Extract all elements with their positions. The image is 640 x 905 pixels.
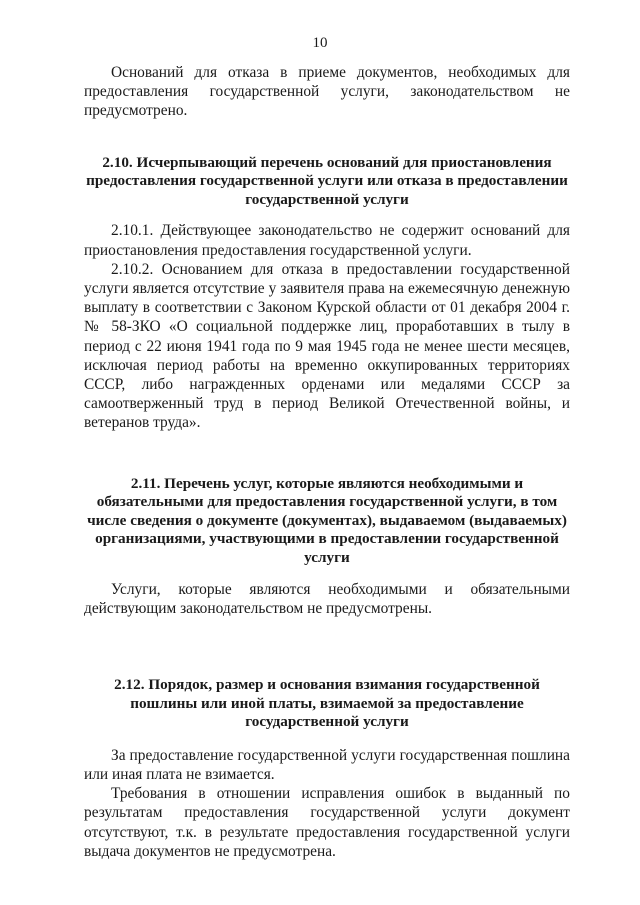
section-2-12-paragraph-2: Требования в отношении исправления ошибок в выданный по результатам предоставления государственной услуги документ отсутствуют, т.к. в результате предоставления государственной услуги выдача документов не предусмотрена.	[84, 785, 570, 860]
heading-line: организациями, участвующими в предоставлении государственной	[95, 530, 559, 548]
heading-line: пошлины или иной платы, взимаемой за предоставление	[130, 694, 524, 712]
section-2-11-heading	[84, 475, 570, 568]
section-2-10-2-paragraph: 2.10.2. Основанием для отказа в предоставлении государственной услуги является отсутствие у заявителя права на ежемесячную денежную выплату в соответствии с Законом Курской области от 01 декабря 2004 г. № 58-ЗКО «О социальной поддержке лиц, проработавших в тылу в период с 22 июня 1941 года по 9 мая 1945 года не менее шести месяцев, исключая период работы на временно оккупированных территориях СССР, либо награжденных орденами или медалями СССР за самоотверженный труд в период Великой Отечественной войны, и ветеранов труда».	[84, 260, 570, 432]
section-2-12-paragraph-1: За предоставление государственной услуги государственная пошлина или иная плата не взимается.	[84, 746, 570, 783]
heading-line: услуги	[304, 549, 350, 566]
heading-line: 2.11. Перечень услуг, которые являются необходимыми и	[130, 474, 524, 492]
heading-line: государственной услуги	[245, 713, 409, 731]
heading-line: обязательными для предоставления государственной услуги, в том	[96, 493, 558, 511]
heading-line: государственной услуги	[245, 190, 409, 208]
section-2-10-heading	[84, 154, 570, 210]
page-number: 10	[312, 35, 328, 51]
section-2-10-1-paragraph: 2.10.1. Действующее законодательство не содержит оснований для приостановления предоставления государственной услуги.	[84, 222, 570, 259]
heading-line: предоставления государственной услуги или отказа в предоставлении	[86, 172, 568, 190]
section-2-11-paragraph: Услуги, которые являются необходимыми и обязательными действующим законодательством не предусмотрены.	[84, 580, 570, 617]
intro-paragraph: Оснований для отказа в приеме документов, необходимых для предоставления государственной услуги, законодательством не предусмотрено.	[84, 64, 570, 120]
heading-line: 2.12. Порядок, размер и основания взимания государственной	[114, 676, 540, 693]
section-2-12-heading	[84, 676, 570, 732]
page-content	[84, 63, 570, 861]
heading-line: 2.10. Исчерпывающий перечень оснований для приостановления	[102, 153, 552, 171]
heading-line: числе сведения о документе (документах), выдаваемом (выдаваемых)	[87, 511, 567, 529]
